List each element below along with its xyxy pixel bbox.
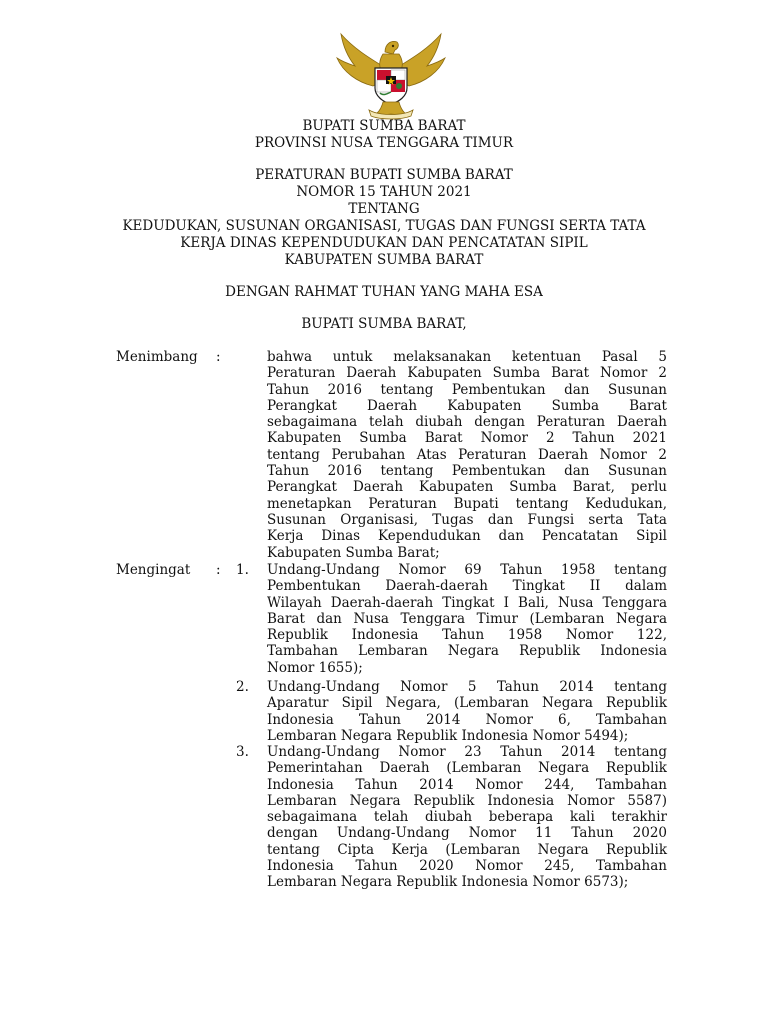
text-line: Kabupaten Sumba Barat Nomor 2 Tahun 2021	[267, 430, 667, 447]
text-line: Susunan Organisasi, Tugas dan Fungsi serta Tata	[267, 511, 667, 528]
text-line: Lembaran Negara Republik Indonesia Nomor 5587)	[267, 792, 667, 809]
mengingat-colon: :	[216, 562, 221, 578]
text-line: Indonesia Tahun 2014 Nomor 6, Tambahan	[267, 711, 667, 728]
menimbang-colon: :	[216, 349, 221, 365]
title-subject-3: KABUPATEN SUMBA BARAT	[284, 252, 484, 268]
mengingat-item-2	[267, 679, 667, 744]
text-line: Undang-Undang Nomor 23 Tahun 2014 tentang	[267, 744, 667, 760]
text-line: Indonesia Tahun 2020 Nomor 245, Tambahan	[267, 858, 667, 875]
item-number: 1.	[236, 562, 249, 578]
item-number: 3.	[236, 744, 249, 760]
text-line: Indonesia Tahun 2014 Nomor 244, Tambahan	[267, 776, 667, 793]
text-line: Kabupaten Sumba Barat;	[267, 544, 440, 561]
blessing-line: DENGAN RAHMAT TUHAN YANG MAHA ESA	[225, 284, 543, 300]
text-line: tentang Perubahan Atas Peraturan Daerah Nomor 2	[267, 446, 667, 463]
text-line: Republik Indonesia Tahun 1958 Nomor 122,	[267, 627, 667, 644]
title-tentang: TENTANG	[348, 201, 420, 217]
garuda-emblem-icon	[333, 30, 449, 120]
text-line: Wilayah Daerah-daerah Tingkat I Bali, Nusa Tenggara	[267, 594, 667, 611]
item-number: 2.	[236, 679, 249, 695]
menimbang-label: Menimbang	[116, 349, 198, 365]
text-line: menetapkan Peraturan Bupati tentang Kedudukan,	[267, 495, 667, 512]
title-subject-2: KERJA DINAS KEPENDUDUKAN DAN PENCATATAN SIPIL	[180, 235, 588, 251]
menimbang-text	[267, 349, 667, 561]
issuer-province: PROVINSI NUSA TENGGARA TIMUR	[254, 135, 514, 151]
text-line: Perangkat Daerah Kabupaten Sumba Barat	[267, 397, 667, 414]
text-line: Pembentukan Daerah-daerah Tingkat II dalam	[267, 578, 667, 595]
mengingat-item-3	[267, 744, 667, 891]
text-line: Peraturan Daerah Kabupaten Sumba Barat Nomor 2	[267, 365, 667, 382]
text-line: Pemerintahan Daerah (Lembaran Negara Republik	[267, 760, 667, 777]
text-line: Undang-Undang Nomor 5 Tahun 2014 tentang	[267, 679, 667, 695]
title-number: NOMOR 15 TAHUN 2021	[296, 184, 472, 200]
text-line: Tahun 2016 tentang Pembentukan dan Susunan	[267, 463, 667, 480]
text-line: Kerja Dinas Kependudukan dan Pencatatan Sipil	[267, 528, 667, 545]
text-line: Aparatur Sipil Negara, (Lembaran Negara Republik	[267, 695, 667, 712]
authority-line: BUPATI SUMBA BARAT,	[301, 316, 467, 332]
text-line: bahwa untuk melaksanakan ketentuan Pasal 5	[267, 349, 667, 365]
mengingat-item-1	[267, 562, 667, 676]
text-line: Barat dan Nusa Tenggara Timur (Lembaran Negara	[267, 610, 667, 627]
text-line: dengan Undang-Undang Nomor 11 Tahun 2020	[267, 825, 667, 842]
mengingat-label: Mengingat	[116, 562, 191, 578]
text-line: Tambahan Lembaran Negara Republik Indonesia	[267, 643, 667, 660]
letterhead	[0, 118, 768, 152]
text-line: Undang-Undang Nomor 69 Tahun 1958 tentang	[267, 562, 667, 578]
text-line: sebagaimana telah diubah dengan Peraturan Daerah	[267, 414, 667, 431]
text-line: Lembaran Negara Republik Indonesia Nomor 6573);	[267, 874, 629, 891]
issuer-name: BUPATI SUMBA BARAT	[302, 118, 466, 134]
title-line-1: PERATURAN BUPATI SUMBA BARAT	[255, 167, 513, 183]
text-line: tentang Cipta Kerja (Lembaran Negara Republik	[267, 841, 667, 858]
text-line: Lembaran Negara Republik Indonesia Nomor 5494);	[267, 727, 629, 744]
text-line: Nomor 1655);	[267, 659, 363, 676]
text-line: sebagaimana telah diubah beberapa kali terakhir	[267, 809, 667, 826]
title-subject-1: KEDUDUKAN, SUSUNAN ORGANISASI, TUGAS DAN FUNGSI SERTA TATA	[122, 218, 646, 234]
regulation-title	[0, 167, 768, 269]
text-line: Tahun 2016 tentang Pembentukan dan Susunan	[267, 381, 667, 398]
text-line: Perangkat Daerah Kabupaten Sumba Barat, perlu	[267, 479, 667, 496]
